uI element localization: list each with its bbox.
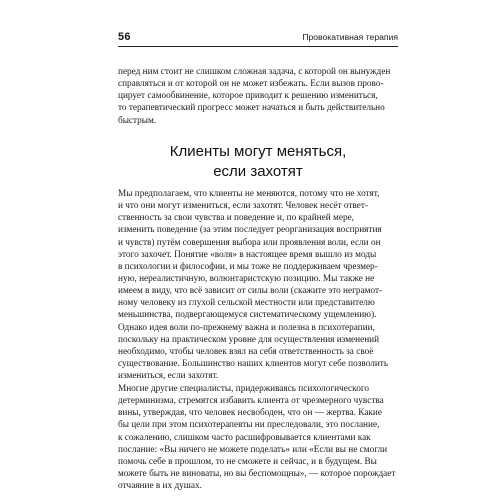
text-line: то терапевтический прогресс может начаться и быть действительно — [118, 103, 385, 114]
text-line: послание: «Вы ничего не можете поделать» или «Если вы не смогли — [118, 444, 388, 455]
section-heading — [118, 142, 398, 181]
text-line: Многие другие специалисты, придерживаясь психологического — [118, 384, 370, 394]
text-line: отчаяние в их душах. — [118, 481, 202, 492]
header-divider — [118, 46, 398, 47]
text-line: вины, утверждая, что человек несвободен, что он — жертва. Какие — [118, 408, 382, 419]
intro-paragraph — [118, 66, 398, 127]
page-number: 56 — [118, 31, 131, 43]
text-line: в психологии и философии, и мы тоже не поддерживаем чрезмер- — [118, 261, 378, 272]
text-line: и что они могут измениться, если захотят. Человек несёт ответ- — [118, 201, 368, 212]
page-header — [118, 31, 398, 43]
text-line: существование. Большинство наших клиентов могут себе позволить — [118, 358, 389, 369]
text-line: меньшинства, подвергающемуся систематическому ущемлению). — [118, 310, 377, 321]
text-line: Мы предполагаем, что клиенты не меняются, потому что не хотят, — [118, 189, 380, 199]
text-line: Однако идея воли по-прежнему важна и полезна в психотерапии, — [118, 322, 375, 333]
text-line: цирует самообвинение, которое приводит к решению измениться, — [118, 91, 378, 102]
text-line: справляться и от которой он не может избежать. Если вызов прово- — [118, 79, 384, 90]
text-line: имеем в виду, что всё зависит от силы воли (скажите это неграмот- — [118, 286, 383, 297]
text-line: перед ним стоит не слишком сложная задача, с которой он вынужден — [118, 67, 391, 77]
text-line: к сожалению, слишком часто расшифровывается клиентами как — [118, 432, 371, 443]
text-line: измениться, если захотят. — [118, 371, 219, 382]
text-line: детерминизма, стремятся избавить клиента от чрезмерного чувства — [118, 396, 384, 407]
text-line: быстрым. — [118, 115, 157, 126]
text-line: и чувств) путём совершения выбора или проявления воли, если он — [118, 237, 381, 248]
text-line: ную, нереалистичную, волюнтаристскую позицию. Мы также не — [118, 273, 375, 284]
text-line: поскольку на практическом уровне для осуществления изменений — [118, 334, 380, 345]
text-line: необходимо, чтобы человек взял на себя ответственность за своё — [118, 346, 374, 357]
text-line: помочь себе в прошлом, то не сможете и сейчас, и в будущем. Вы — [118, 456, 377, 467]
body-paragraph-2 — [118, 383, 398, 492]
running-title: Провокативная терапия — [302, 32, 398, 42]
text-line: изменить поведение (за этим последует реорганизация восприятия — [118, 225, 382, 236]
text-line: этого захочет. Понятие «воля» в настоящее время вышло из моды — [118, 249, 377, 260]
text-line: ственность за свои чувства и поведение и, по крайней мере, — [118, 213, 354, 224]
heading-line: Клиенты могут меняться, — [169, 143, 347, 160]
text-line: ному человеку из глухой сельской местности или представителю — [118, 298, 375, 309]
text-line: бы цели при этом психотерапевты ни преследовали, это послание, — [118, 420, 380, 431]
text-line: можете быть не виноваты, но вы беспомощны», — которое порождает — [118, 468, 396, 479]
heading-line: если захотят — [213, 162, 303, 180]
body-paragraph-1 — [118, 188, 398, 382]
